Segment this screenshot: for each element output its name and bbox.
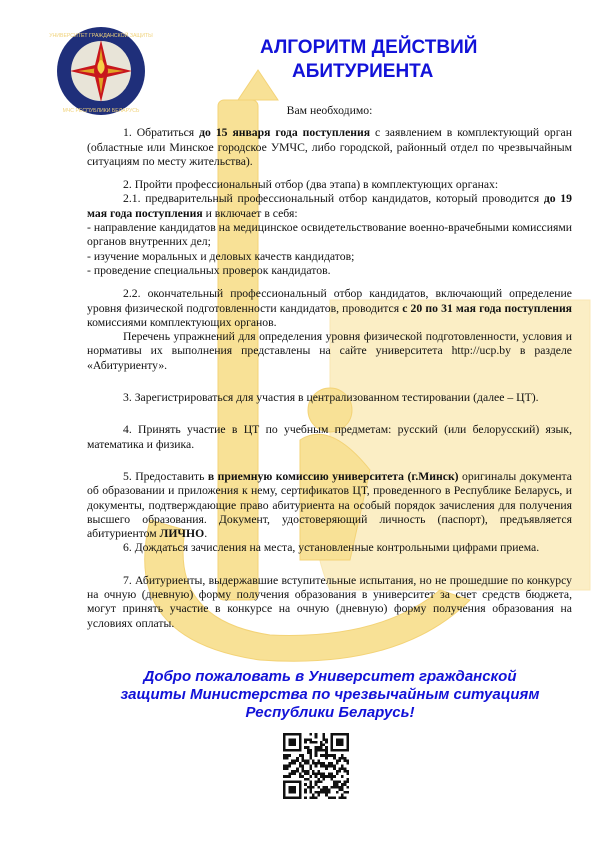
step-2-1-bullet-1: - направление кандидатов на медицинское освидетельствование военно-врачебными комиссиями органов внутренних дел; (87, 221, 572, 249)
step-7: 7. Абитуриенты, выдержавшие вступительные испытания, но не прошедшие по конкурсу на очную (дневную) форму получения образования в университет за счет средств бюджета, могут принять участие в конкурсе на очную (дневную) форму получения образования на условиях оплаты. (87, 573, 572, 630)
emblem-text-top: УНИВЕРСИТЕТ ГРАЖДАНСКОЙ ЗАЩИТЫ (49, 33, 153, 39)
welcome-line-3: Республики Беларусь! (245, 704, 415, 721)
step-2-1-bullet-2: - изучение моральных и деловых качеств кандидатов; (87, 249, 355, 263)
document-body (87, 104, 572, 631)
intro-text: Вам необходимо: (286, 104, 373, 117)
qr-code (283, 733, 349, 799)
step-2-note: Перечень упражнений для определения уровня физической подготовленности, условия и нормативы их выполнения представлены на сайте университета http://ucp.by в разделе «Абитуриенту». (87, 330, 572, 372)
university-emblem (49, 26, 153, 116)
step-2-heading: 2. Пройти профессиональный отбор (два этапа) в комплектующих органах: (123, 178, 499, 192)
step-3: 3. Зарегистрироваться для участия в централизованном тестировании (далее – ЦТ). (123, 391, 539, 405)
step-2-1-bullet-3: - проведение специальных проверок кандидатов. (87, 263, 331, 277)
page-title (230, 36, 530, 84)
welcome-line-2: защиты Министерства по чрезвычайным ситуациям (120, 686, 540, 703)
title-line-1: АЛГОРИТМ ДЕЙСТВИЙ (260, 37, 478, 58)
step-2-1: 2.1. предварительный профессиональный отбор кандидатов, который проводится до 19 мая года поступления и включает в себя: (87, 192, 572, 220)
step-2-2: 2.2. окончательный профессиональный отбор кандидатов, включающий определение уровня физической подготовленности кандидатов, проводится с 20 по 31 мая года поступления комиссиями комплектующих органов. (87, 287, 573, 329)
step-4: 4. Принять участие в ЦТ по учебным предметам: русский (или белорусский) язык, математика и физика. (87, 423, 572, 451)
emblem-text-bottom: МЧС РЕСПУБЛИКИ БЕЛАРУСЬ (62, 108, 140, 114)
step-6: 6. Дождаться зачисления на места, установленные контрольными цифрами приема. (123, 541, 540, 555)
title-line-2: АБИТУРИЕНТА (292, 61, 434, 82)
step-5: 5. Предоставить в приемную комиссию университета (г.Минск) оригиналы документа об образовании и приложения к нему, сертификатов ЦТ, проведенного в Республике Беларусь, и документы, подтверждающие право абитуриента на особый порядок зачисления для получения высшего образования. Документ, удостоверяющий личность (паспорт), предъявляется абитуриентом ЛИЧНО. (87, 469, 572, 541)
step-1: 1. Обратиться до 15 января года поступления с заявлением в комплектующий орган (областные или Минское городское УМЧС, либо городской, районный отдел по чрезвычайным ситуациям по месту жительства). (87, 126, 572, 168)
welcome-message (90, 668, 570, 722)
welcome-line-1: Добро пожаловать в Университет гражданской (143, 668, 517, 685)
